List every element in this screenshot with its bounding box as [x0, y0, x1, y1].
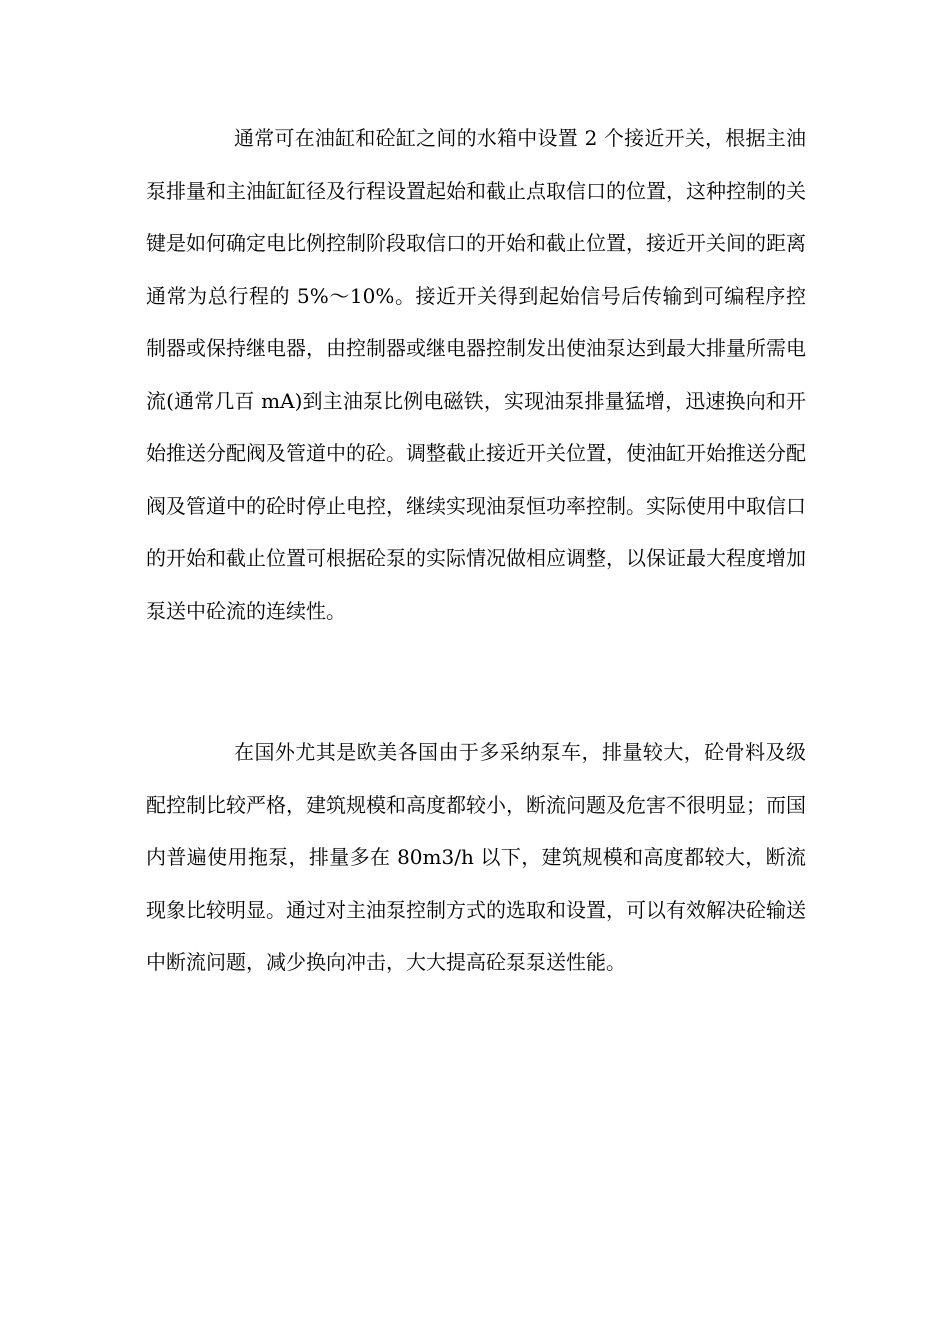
- body-paragraph: 在国外尤其是欧美各国由于多采纳泵车，排量较大，砼骨料及级配控制比较严格，建筑规模和高度都较小，断流问题及危害不很明显；而国内普遍使用拖泵，排量多在 80m3/h 以下，建筑规模和高度都较大，断流现象比较明显。通过对主油泵控制方式的选取和设置，可以有效解决砼输送中断流问题，减少换向冲击，大大提高砼泵泵送性能。: [146, 740, 806, 974]
- body-paragraph: 通常可在油缸和砼缸之间的水箱中设置 2 个接近开关，根据主油泵排量和主油缸缸径及行程设置起始和截止点取信口的位置，这种控制的关键是如何确定电比例控制阶段取信口的开始和截止位置，接近开关间的距离通常为总行程的 5%～10%。接近开关得到起始信号后传输到可编程序控制器或保持继电器，由控制器或继电器控制发出使油泵达到最大排量所需电流(通常几百 mA)到主油泵比例电磁铁，实现油泵排量猛增，迅速换向和开始推送分配阀及管道中的砼。调整截止接近开关位置，使油缸开始推送分配阀及管道中的砼时停止电控，继续实现油泵恒功率控制。实际使用中取信口的开始和截止位置可根据砼泵的实际情况做相应调整，以保证最大程度增加泵送中砼流的连续性。: [146, 126, 806, 623]
